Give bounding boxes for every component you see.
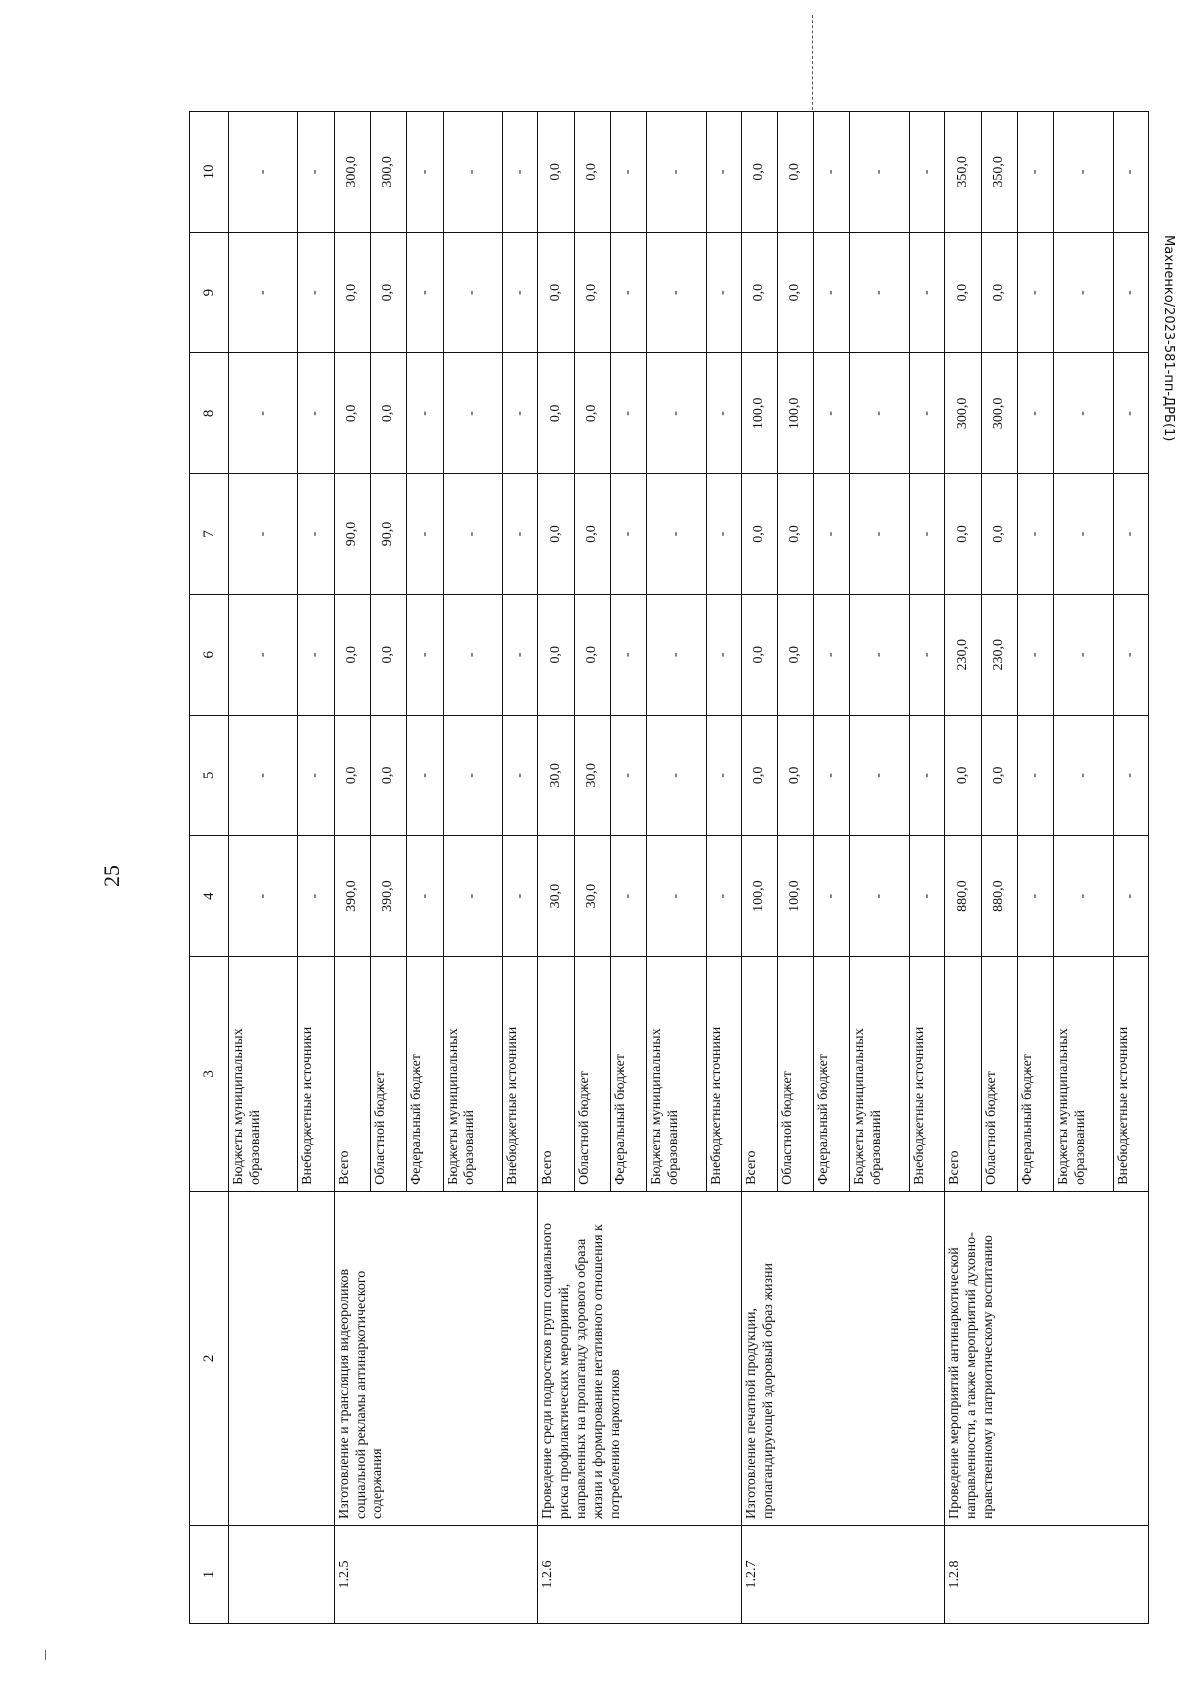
value-cell: -: [610, 474, 646, 595]
value-cell: -: [229, 232, 297, 353]
value-cell: -: [850, 353, 910, 474]
table-row: [741, 112, 777, 1624]
source-cell: Внебюджетные источники: [503, 956, 538, 1191]
source-cell: Областной бюджет: [778, 956, 814, 1191]
value-cell: 0,0: [741, 474, 777, 595]
value-cell: 0,0: [538, 232, 574, 353]
value-cell: 90,0: [371, 474, 407, 595]
value-cell: -: [407, 474, 443, 595]
value-cell: 350,0: [981, 112, 1017, 233]
value-cell: -: [850, 474, 910, 595]
budget-table-rotated: [189, 111, 1149, 1624]
value-cell: 0,0: [371, 353, 407, 474]
source-cell: Всего: [945, 956, 981, 1191]
value-cell: -: [706, 715, 741, 836]
value-cell: -: [229, 112, 297, 233]
value-cell: 100,0: [778, 836, 814, 957]
value-cell: 0,0: [334, 594, 370, 715]
value-cell: 0,0: [741, 232, 777, 353]
value-cell: -: [229, 836, 297, 957]
value-cell: 0,0: [371, 715, 407, 836]
value-cell: 0,0: [981, 232, 1017, 353]
col-header: 8: [190, 353, 229, 474]
col-header: 6: [190, 594, 229, 715]
value-cell: -: [647, 594, 707, 715]
value-cell: -: [443, 112, 503, 233]
scan-margin-line: [812, 15, 813, 110]
value-cell: -: [503, 474, 538, 595]
source-cell: Федеральный бюджет: [407, 956, 443, 1191]
value-cell: -: [503, 112, 538, 233]
value-cell: -: [647, 836, 707, 957]
source-cell: Внебюджетные источники: [297, 956, 334, 1191]
item-number-cell: [229, 1525, 334, 1623]
source-cell: Всего: [334, 956, 370, 1191]
value-cell: -: [706, 474, 741, 595]
value-cell: -: [503, 353, 538, 474]
source-cell: Бюджеты муниципальных образований: [850, 956, 910, 1191]
value-cell: -: [647, 353, 707, 474]
table-row: [945, 112, 981, 1624]
item-number: 1.2.5: [334, 1525, 537, 1623]
value-cell: -: [443, 474, 503, 595]
value-cell: -: [910, 112, 945, 233]
value-cell: -: [610, 594, 646, 715]
value-cell: -: [1113, 112, 1148, 233]
value-cell: -: [297, 715, 334, 836]
value-cell: -: [814, 112, 850, 233]
page-number: 25: [99, 865, 124, 887]
value-cell: -: [1053, 112, 1113, 233]
value-cell: -: [814, 836, 850, 957]
value-cell: 30,0: [538, 715, 574, 836]
value-cell: -: [706, 836, 741, 957]
value-cell: -: [407, 715, 443, 836]
value-cell: -: [706, 353, 741, 474]
value-cell: 0,0: [371, 232, 407, 353]
source-cell: Всего: [538, 956, 574, 1191]
col-header: 4: [190, 836, 229, 957]
col-header: 5: [190, 715, 229, 836]
value-cell: 0,0: [334, 715, 370, 836]
value-cell: 90,0: [334, 474, 370, 595]
table-row: [334, 112, 370, 1624]
item-number: 1.2.8: [945, 1525, 1149, 1623]
value-cell: -: [297, 836, 334, 957]
item-number: 1.2.7: [741, 1525, 944, 1623]
value-cell: -: [1053, 232, 1113, 353]
value-cell: 300,0: [334, 112, 370, 233]
value-cell: -: [1017, 112, 1053, 233]
value-cell: -: [1053, 715, 1113, 836]
value-cell: -: [850, 715, 910, 836]
value-cell: -: [1017, 594, 1053, 715]
value-cell: 0,0: [981, 474, 1017, 595]
value-cell: -: [814, 232, 850, 353]
value-cell: -: [850, 112, 910, 233]
value-cell: -: [503, 594, 538, 715]
value-cell: -: [814, 353, 850, 474]
value-cell: -: [814, 715, 850, 836]
value-cell: 0,0: [741, 594, 777, 715]
value-cell: 0,0: [778, 594, 814, 715]
source-cell: Всего: [741, 956, 777, 1191]
value-cell: -: [1053, 353, 1113, 474]
value-cell: -: [1017, 474, 1053, 595]
value-cell: -: [407, 353, 443, 474]
value-cell: -: [229, 353, 297, 474]
value-cell: 230,0: [945, 594, 981, 715]
value-cell: -: [1053, 594, 1113, 715]
value-cell: -: [1113, 836, 1148, 957]
value-cell: 0,0: [741, 112, 777, 233]
value-cell: -: [297, 353, 334, 474]
col-header: 2: [190, 1191, 229, 1525]
value-cell: 100,0: [741, 353, 777, 474]
source-cell: Бюджеты муниципальных образований: [443, 956, 503, 1191]
source-cell: Внебюджетные источники: [706, 956, 741, 1191]
value-cell: 0,0: [538, 594, 574, 715]
source-cell: Бюджеты муниципальных образований: [229, 956, 297, 1191]
value-cell: 880,0: [945, 836, 981, 957]
source-cell: Федеральный бюджет: [814, 956, 850, 1191]
source-cell: Областной бюджет: [981, 956, 1017, 1191]
source-cell: Федеральный бюджет: [610, 956, 646, 1191]
value-cell: -: [910, 715, 945, 836]
source-cell: Внебюджетные источники: [1113, 956, 1148, 1191]
value-cell: 100,0: [741, 836, 777, 957]
col-header: 9: [190, 232, 229, 353]
value-cell: -: [297, 232, 334, 353]
value-cell: 0,0: [538, 353, 574, 474]
value-cell: -: [503, 836, 538, 957]
value-cell: 0,0: [778, 474, 814, 595]
item-title-cell: [229, 1191, 334, 1525]
col-header: 3: [190, 956, 229, 1191]
value-cell: 390,0: [334, 836, 370, 957]
value-cell: 0,0: [574, 232, 610, 353]
item-title: Изготовление печатной продукции, пропагандирующей здоровый образ жизни: [741, 1191, 944, 1525]
value-cell: 230,0: [981, 594, 1017, 715]
value-cell: 0,0: [778, 112, 814, 233]
header-row: [190, 112, 229, 1624]
value-cell: 300,0: [371, 112, 407, 233]
value-cell: 0,0: [574, 594, 610, 715]
value-cell: -: [910, 836, 945, 957]
value-cell: -: [1113, 715, 1148, 836]
value-cell: -: [229, 474, 297, 595]
value-cell: -: [229, 594, 297, 715]
value-cell: -: [910, 232, 945, 353]
value-cell: -: [443, 715, 503, 836]
document-code: Махненко/2023-581-пп-ДРБ(1): [1161, 235, 1176, 442]
col-header: 1: [190, 1525, 229, 1623]
value-cell: -: [443, 836, 503, 957]
value-cell: -: [814, 594, 850, 715]
value-cell: 300,0: [981, 353, 1017, 474]
scan-margin-mark: [45, 1650, 46, 1660]
value-cell: -: [297, 112, 334, 233]
value-cell: -: [443, 232, 503, 353]
value-cell: 0,0: [334, 232, 370, 353]
value-cell: -: [814, 474, 850, 595]
source-cell: Областной бюджет: [574, 956, 610, 1191]
value-cell: -: [706, 112, 741, 233]
value-cell: 350,0: [945, 112, 981, 233]
value-cell: 30,0: [538, 836, 574, 957]
value-cell: -: [407, 112, 443, 233]
value-cell: -: [610, 836, 646, 957]
source-cell: Федеральный бюджет: [1017, 956, 1053, 1191]
table-row: [538, 112, 574, 1624]
value-cell: 0,0: [538, 474, 574, 595]
source-cell: Внебюджетные источники: [910, 956, 945, 1191]
value-cell: 0,0: [538, 112, 574, 233]
value-cell: -: [407, 232, 443, 353]
value-cell: -: [610, 232, 646, 353]
source-cell: Бюджеты муниципальных образований: [647, 956, 707, 1191]
value-cell: -: [706, 232, 741, 353]
value-cell: 0,0: [371, 594, 407, 715]
value-cell: -: [910, 353, 945, 474]
budget-table: [189, 111, 1149, 1624]
value-cell: 0,0: [574, 112, 610, 233]
value-cell: 0,0: [574, 474, 610, 595]
value-cell: -: [1113, 474, 1148, 595]
value-cell: 30,0: [574, 836, 610, 957]
value-cell: -: [647, 715, 707, 836]
value-cell: -: [1113, 353, 1148, 474]
value-cell: -: [407, 594, 443, 715]
value-cell: 0,0: [778, 715, 814, 836]
value-cell: -: [1053, 474, 1113, 595]
source-cell: Областной бюджет: [371, 956, 407, 1191]
value-cell: -: [850, 594, 910, 715]
value-cell: -: [1113, 594, 1148, 715]
value-cell: 100,0: [778, 353, 814, 474]
value-cell: -: [610, 353, 646, 474]
value-cell: 390,0: [371, 836, 407, 957]
value-cell: -: [610, 715, 646, 836]
value-cell: -: [610, 112, 646, 233]
value-cell: -: [443, 353, 503, 474]
table-row: [229, 112, 297, 1624]
value-cell: 0,0: [945, 232, 981, 353]
value-cell: 0,0: [778, 232, 814, 353]
item-number: 1.2.6: [538, 1525, 741, 1623]
value-cell: -: [443, 594, 503, 715]
value-cell: -: [229, 715, 297, 836]
value-cell: -: [1017, 232, 1053, 353]
value-cell: -: [1017, 715, 1053, 836]
value-cell: -: [706, 594, 741, 715]
value-cell: 0,0: [741, 715, 777, 836]
value-cell: -: [1113, 232, 1148, 353]
value-cell: -: [503, 232, 538, 353]
value-cell: 880,0: [981, 836, 1017, 957]
value-cell: 0,0: [574, 353, 610, 474]
value-cell: -: [297, 474, 334, 595]
value-cell: -: [1017, 353, 1053, 474]
item-title: Изготовление и трансляция видеороликов социальной рекламы антинаркотического содержания: [334, 1191, 537, 1525]
value-cell: -: [850, 232, 910, 353]
value-cell: 0,0: [945, 474, 981, 595]
value-cell: -: [647, 112, 707, 233]
value-cell: -: [1053, 836, 1113, 957]
value-cell: 30,0: [574, 715, 610, 836]
value-cell: -: [407, 836, 443, 957]
value-cell: -: [850, 836, 910, 957]
value-cell: -: [910, 594, 945, 715]
value-cell: 0,0: [981, 715, 1017, 836]
value-cell: -: [297, 594, 334, 715]
value-cell: -: [503, 715, 538, 836]
value-cell: 0,0: [945, 715, 981, 836]
value-cell: -: [647, 474, 707, 595]
item-title: Проведение мероприятий антинаркотической направленности, а также мероприятий духовно-нравственному и патриотическому воспитанию: [945, 1191, 1149, 1525]
col-header: 7: [190, 474, 229, 595]
col-header: 10: [190, 112, 229, 233]
source-cell: Бюджеты муниципальных образований: [1053, 956, 1113, 1191]
value-cell: 0,0: [334, 353, 370, 474]
item-title: Проведение среди подростков групп социального риска профилактических мероприятий, направленных на пропаганду здорового образа жизни и формирование негативного отношения к потреблению наркотиков: [538, 1191, 741, 1525]
value-cell: -: [1017, 836, 1053, 957]
value-cell: 300,0: [945, 353, 981, 474]
value-cell: -: [910, 474, 945, 595]
value-cell: -: [647, 232, 707, 353]
